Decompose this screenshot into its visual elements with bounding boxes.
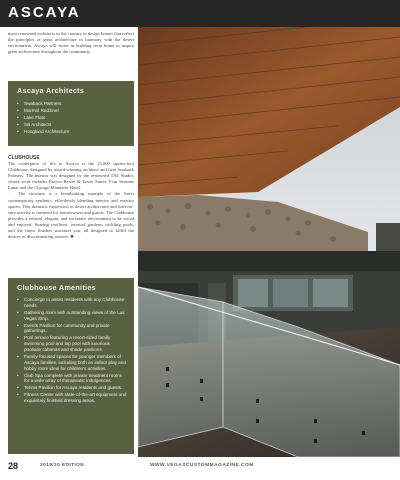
list-item: • Family-focused spaces for younger members of Ascaya families, including both an indoor play and hobby room ideal for children's activities. [17,354,127,371]
list-item: • Events Pavilion for community and private gatherings. [17,323,127,335]
clubhouse-heading: CLUBHOUSE [8,155,40,161]
architects-list [17,100,127,135]
header-bar [0,0,400,27]
amenities-list [17,297,127,404]
intro-column [8,31,134,55]
article-paragraph: The structure is a breathtaking example of the finest contemporary aesthetic, effortlessly blending interior and exterior spaces. This dramatic expression of desert architecture and lush-for-sure activity is centered for homeowners and guests. The Clubhouse provides a relaxed, elegant, and exclusive environment to be social and enjoyed. Soaring rooflines, terraced gardens, trickling pools, and the finest finishes surround you, all designed to fulfill the desires of discriminating owners. ✹ [8,191,134,240]
amenities-box [8,278,134,454]
list-item: • Swaback Partners [17,100,127,107]
list-item: • Hoogland Architecture [17,128,127,135]
magazine-brand: ASCAYA [8,4,81,21]
list-item: • Club Spa complete with private treatment rooms for a wide array of therapeutic indulgences. [17,373,127,385]
list-item: • Lake Flato [17,114,127,121]
list-item: • Fitness Center with state-of-the-art equipment and exquisitely finished dressing areas. [17,392,127,404]
list-item: • Marmol Radziner [17,107,127,114]
article-paragraph: The centerpiece of life at Ascaya is the 25,000 square-foot Clubhouse, designed by award-winning architect and firm Swaback Partners. The interior was designed by the renowned TAL Studio, whose work includes Encore Resort & Tower Suites, Four Seasons Lanai and the Chicago Mandarin Hotel. [8,161,134,191]
clubhouse-article [8,161,134,240]
edition-label: 2019/20 EDITION [40,463,85,468]
list-item: • Concierge to assist residents with any Clubhouse needs. [17,297,127,309]
amenities-title: Clubhouse Amenities [17,283,96,292]
list-item: • SB Architects [17,121,127,128]
footer-bar [0,457,400,480]
clubhouse-photo [138,27,400,457]
website-url: WWW.VEGASCUSTOMMAGAZINE.COM [150,463,254,468]
page-number: 28 [8,461,19,471]
architects-box [8,81,134,146]
list-item: • Pool terrace featuring a resort-sized family swimming pool and lap pool with luxurious poolside cabanas and shade pavilions. [17,335,127,352]
list-item: • Tennis Pavilion for Ascaya residents and guests. [17,385,127,391]
intro-paragraph: most renowned architects in the country to design homes that reflect the principles of great architecture in harmony with the desert environment. Ascaya will foster in building from home to inspire great architecture throughout the community. [8,31,134,55]
architects-title: Ascaya Architects [17,86,85,95]
list-item: • Gathering room with outstanding views of the Las Vegas Strip. [17,310,127,322]
